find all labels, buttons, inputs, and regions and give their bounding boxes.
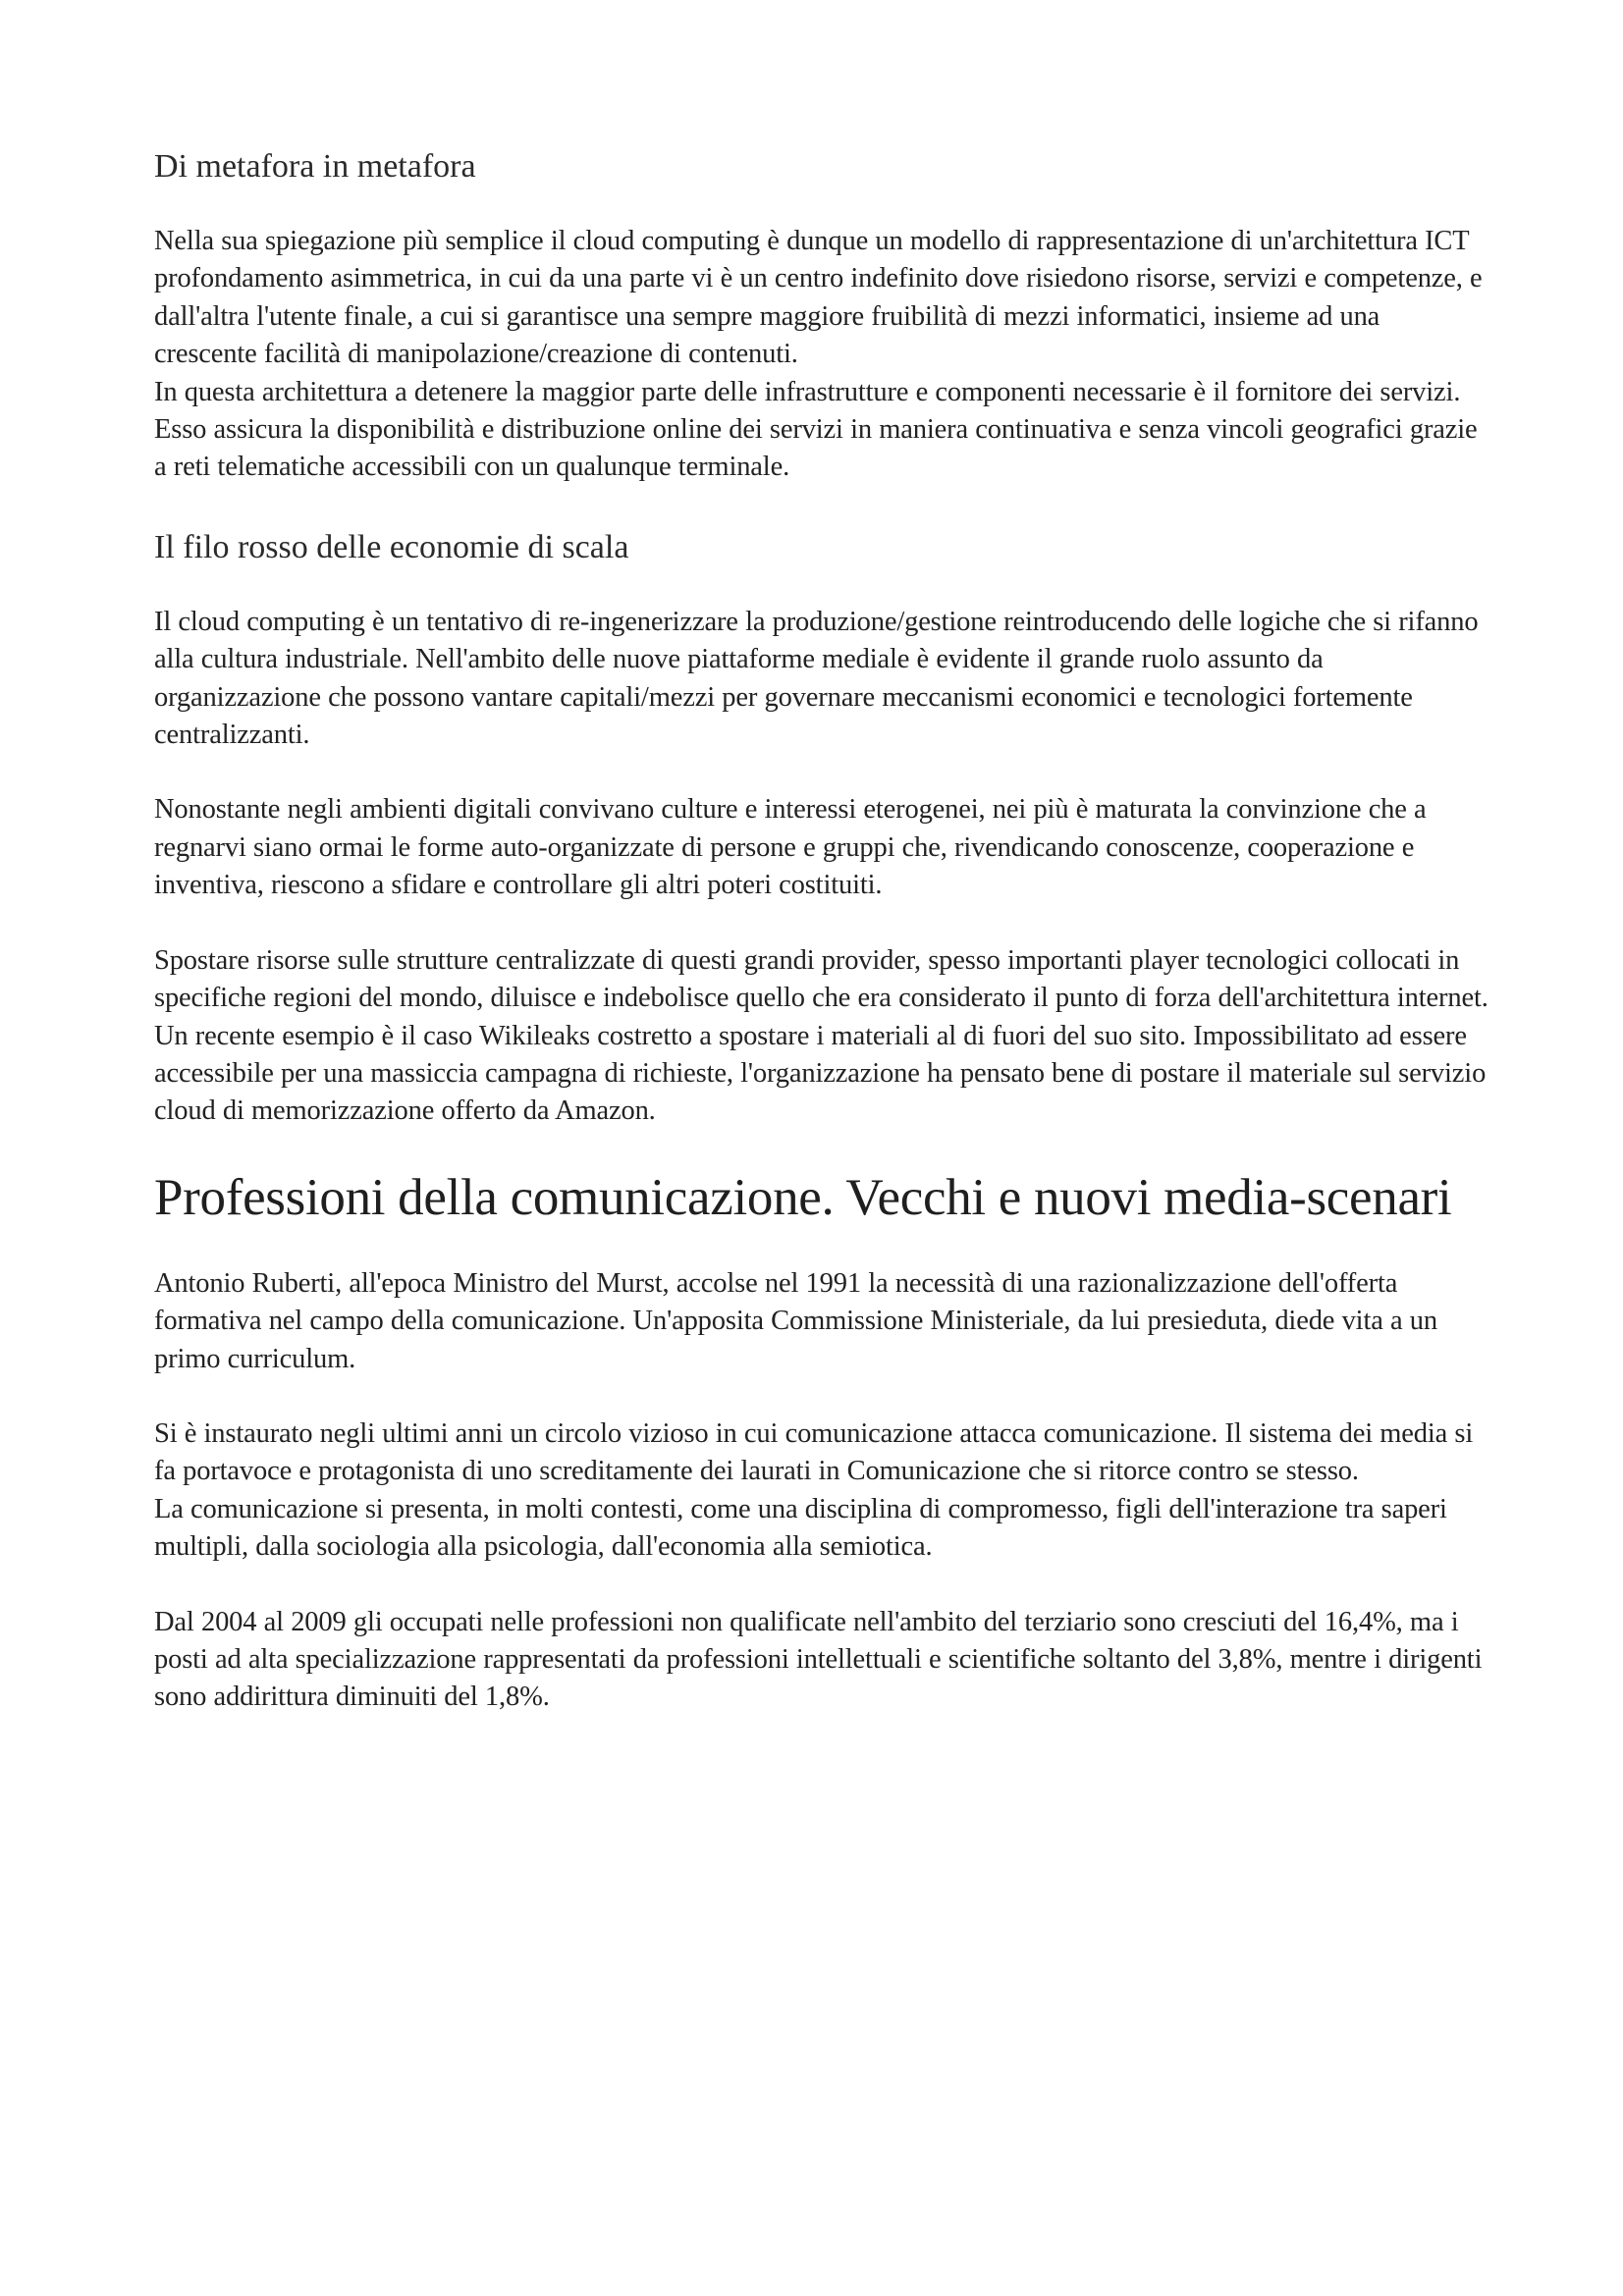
paragraph-gap: [154, 754, 1489, 791]
paragraph-gap: [154, 1567, 1489, 1604]
paragraph-gap: [154, 905, 1489, 942]
major-heading-professioni: Professioni della comunicazione. Vecchi e nuovi media-scenari: [154, 1168, 1452, 1226]
paragraph: Nella sua spiegazione più semplice il cloud computing è dunque un modello di rappresentazione di un'architettura ICT profondamento asimmetrica, in cui da una parte vi è un centro indefinito dove risiedono risorse, servizi e competenze, e dall'altra l'utente finale, a cui si garantisce una sempre maggiore fruibilità di mezzi informatici, insieme ad una crescente facilità di manipolazione/creazione di contenuti.: [154, 226, 1483, 370]
paragraph: Antonio Ruberti, all'epoca Ministro del Murst, accolse nel 1991 la necessità di una razionalizzazione dell'offerta formativa nel campo della comunicazione. Un'apposita Commissione Ministeriale, da lui presieduta, diede vita a un primo curriculum.: [154, 1267, 1437, 1374]
paragraph: Si è instaurato negli ultimi anni un circolo vizioso in cui comunicazione attacca comunicazione. Il sistema dei media si fa portavoce e protagonista di uno screditamente dei laurati in Comunicazione che si ritorce contro se stesso.: [154, 1417, 1474, 1487]
paragraph: Nonostante negli ambienti digitali convivano culture e interessi eterogenei, nei più è maturata la convinzione che a regnarvi siano ormai le forme auto-organizzate di persone e gruppi che, rivendicando conoscenze, cooperazione e inventiva, riescono a sfidare e controllare gli altri poteri costituiti.: [154, 794, 1427, 901]
paragraph: In questa architettura a detenere la maggior parte delle infrastrutture e componenti necessarie è il fornitore dei servizi. Esso assicura la disponibilità e distribuzione online dei servizi in maniera continuativa e senza vincoli geografici grazie a reti telematiche accessibili con un qualunque terminale.: [154, 376, 1478, 483]
paragraph: Spostare risorse sulle strutture centralizzate di questi grandi provider, spesso importanti player tecnologici collocati in specifiche regioni del mondo, diluisce e indebolisce quello che era considerato il punto di forza dell'architettura internet. Un recente esempio è il caso Wikileaks costretto a spostare i materiali al di fuori del suo sito. Impossibilitato ad essere accessibile per una massiccia campagna di richieste, l'organizzazione ha pensato bene di postare il materiale sul servizio cloud di memorizzazione offerto da Amazon.: [154, 944, 1488, 1127]
document-page: [154, 147, 1489, 1717]
paragraph-gap: [154, 1378, 1489, 1415]
paragraph: Il cloud computing è un tentativo di re-ingenerizzare la produzione/gestione reintroducendo delle logiche che si rifanno alla cultura industriale. Nell'ambito delle nuove piattaforme mediale è evidente il grande ruolo assunto da organizzazione che possono vantare capitali/mezzi per governare meccanismi economici e tecnologici fortemente centralizzanti.: [154, 606, 1479, 751]
section-heading-economie-di-scala: Il filo rosso delle economie di scala: [154, 528, 629, 565]
section-heading-metafora: Di metafora in metafora: [154, 148, 476, 185]
paragraph: Dal 2004 al 2009 gli occupati nelle professioni non qualificate nell'ambito del terziario sono cresciuti del 16,4%, ma i posti ad alta specializzazione rappresentati da professioni intellettuali e scientifiche soltanto del 3,8%, mentre i dirigenti sono addirittura diminuiti del 1,8%.: [154, 1606, 1483, 1713]
paragraph: La comunicazione si presenta, in molti contesti, come una disciplina di compromesso, figli dell'interazione tra saperi multipli, dalla sociologia alla psicologia, dall'economia alla semiotica.: [154, 1493, 1447, 1563]
